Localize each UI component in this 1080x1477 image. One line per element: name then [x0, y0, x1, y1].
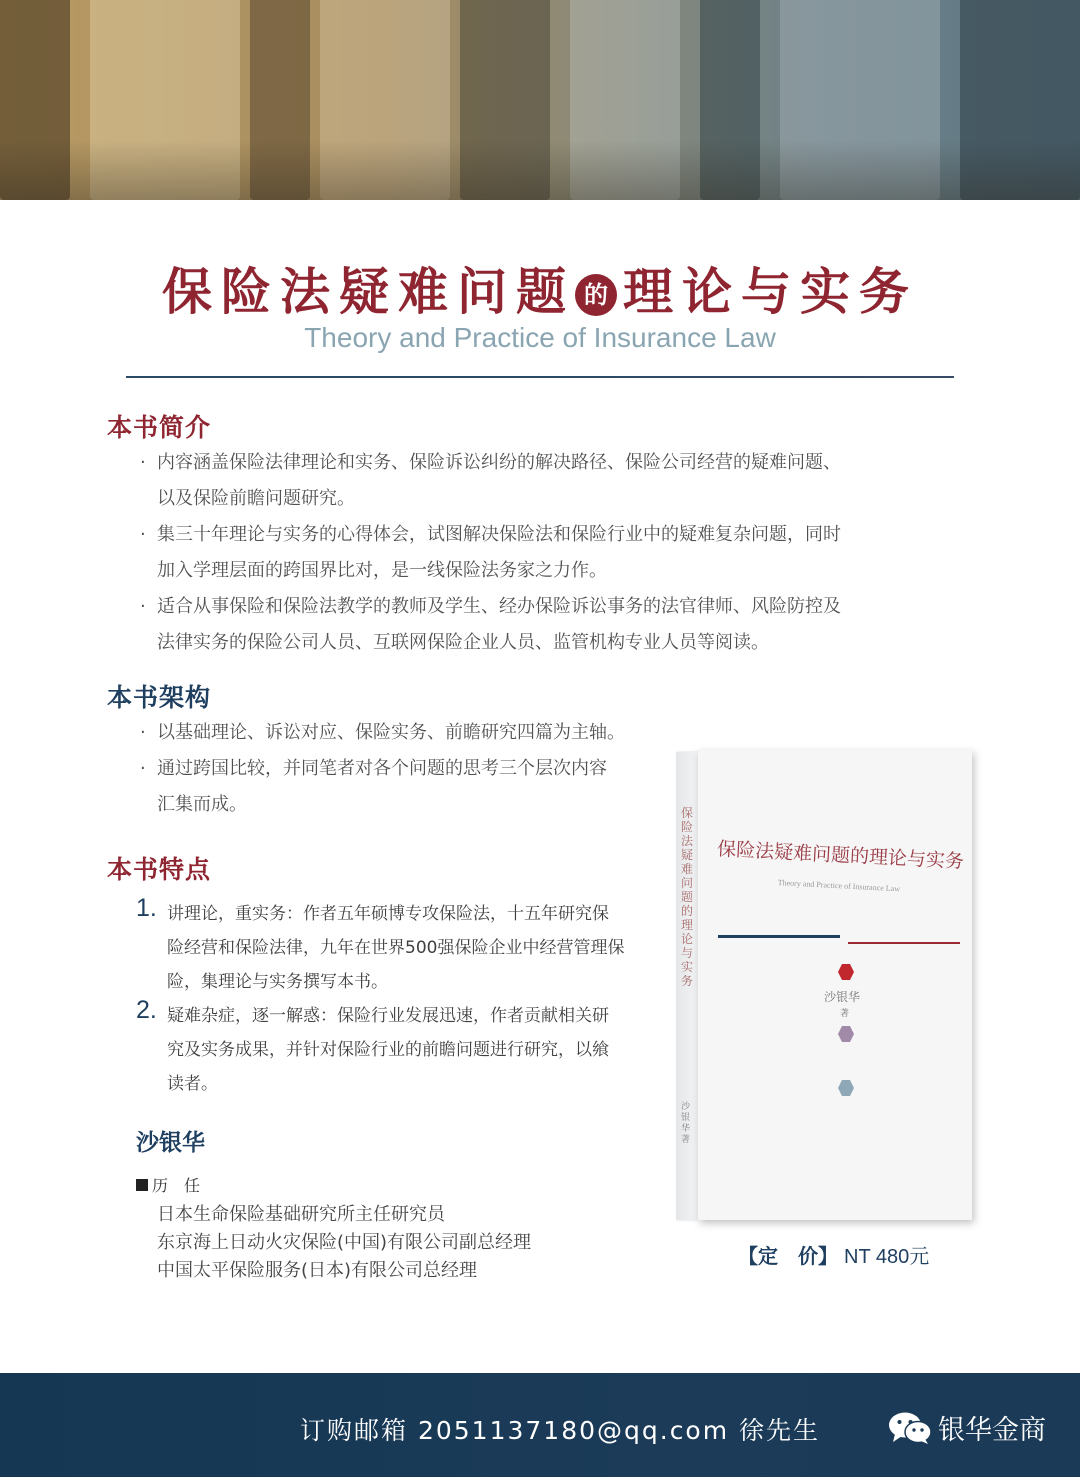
features-heading: 本书特点	[107, 855, 212, 884]
cover-author: 沙银华	[824, 990, 861, 1004]
feature-item: 2. 疑难杂症，逐一解惑：保险行业发展迅速，作者贡献相关研 究及实务成果，并针对保险行业的前瞻问题进行研究，以飨 读者。	[136, 999, 609, 1101]
book-front	[698, 750, 972, 1220]
history-item: 东京海上日动火灾保险(中国)有限公司副总经理	[157, 1232, 532, 1253]
intro-bullet: · 集三十年理论与实务的心得体会，试图解决保险法和保险行业中的疑难复杂问题，同时 加入学理层面的跨国界比对，是一线保险法务家之力作。	[140, 524, 841, 581]
cover-author-suffix: 著	[840, 1009, 850, 1019]
intro-heading: 本书简介	[107, 413, 212, 442]
spine-author: 沙银华著	[681, 1102, 691, 1145]
book-spine	[676, 752, 698, 1220]
structure-bullet: · 通过跨国比较，并同笔者对各个问题的思考三个层次内容 汇集而成。	[140, 758, 607, 815]
hexagon-purple-icon	[838, 1026, 854, 1042]
cover-title: 保险法疑难问题的理论与实务	[716, 837, 965, 873]
price: 【定 价】 NT 480元	[738, 1244, 930, 1268]
page-subtitle: Theory and Practice of Insurance Law	[304, 322, 776, 353]
structure-heading: 本书架构	[107, 683, 212, 712]
brand-logo	[888, 1408, 1046, 1452]
order-email-text: 订购邮箱 2051137180@qq.com 徐先生	[300, 1416, 821, 1445]
history-label: 历 任	[136, 1173, 200, 1196]
feature-number: 2.	[136, 996, 157, 1024]
hexagon-blue-icon	[838, 1080, 854, 1096]
feature-number: 1.	[136, 894, 157, 922]
author-name: 沙银华	[136, 1130, 205, 1156]
history-item: 中国太平保险服务(日本)有限公司总经理	[157, 1260, 478, 1281]
header-banner-photo	[0, 0, 1080, 200]
cover-rule-blue	[718, 935, 840, 938]
title-de-circle: 的	[575, 274, 617, 316]
wechat-icon	[888, 1411, 932, 1452]
cover-subtitle: Theory and Practice of Insurance Law	[777, 878, 901, 894]
book-cover-image	[676, 750, 972, 1224]
intro-bullet: · 适合从事保险和保险法教学的教师及学生、经办保险诉讼事务的法官律师、风险防控及 法律实务的保险公司人员、互联网保险企业人员、监管机构专业人员等阅读。	[140, 596, 841, 653]
spine-title: 保险法疑难问题的理论与实务	[681, 806, 694, 988]
brand-name: 银华金商	[938, 1415, 1046, 1446]
intro-bullet: · 内容涵盖保险法律理论和实务、保险诉讼纠纷的解决路径、保险公司经营的疑难问题、 以及保险前瞻问题研究。	[140, 452, 841, 509]
page-title: 保险法疑难问题 的 理论与实务	[162, 262, 918, 321]
history-item: 日本生命保险基础研究所主任研究员	[157, 1204, 445, 1225]
cover-rule-red	[848, 942, 960, 944]
title-divider	[126, 376, 954, 378]
structure-bullet: · 以基础理论、诉讼对应、保险实务、前瞻研究四篇为主轴。	[140, 722, 625, 743]
square-bullet-icon	[136, 1179, 148, 1191]
feature-item: 1. 讲理论，重实务：作者五年硕博专攻保险法，十五年研究保 险经营和保险法律，九年在世界500强保险企业中经营管理保 险，集理论与实务撰写本书。	[136, 897, 624, 999]
hexagon-red-icon	[838, 964, 854, 980]
